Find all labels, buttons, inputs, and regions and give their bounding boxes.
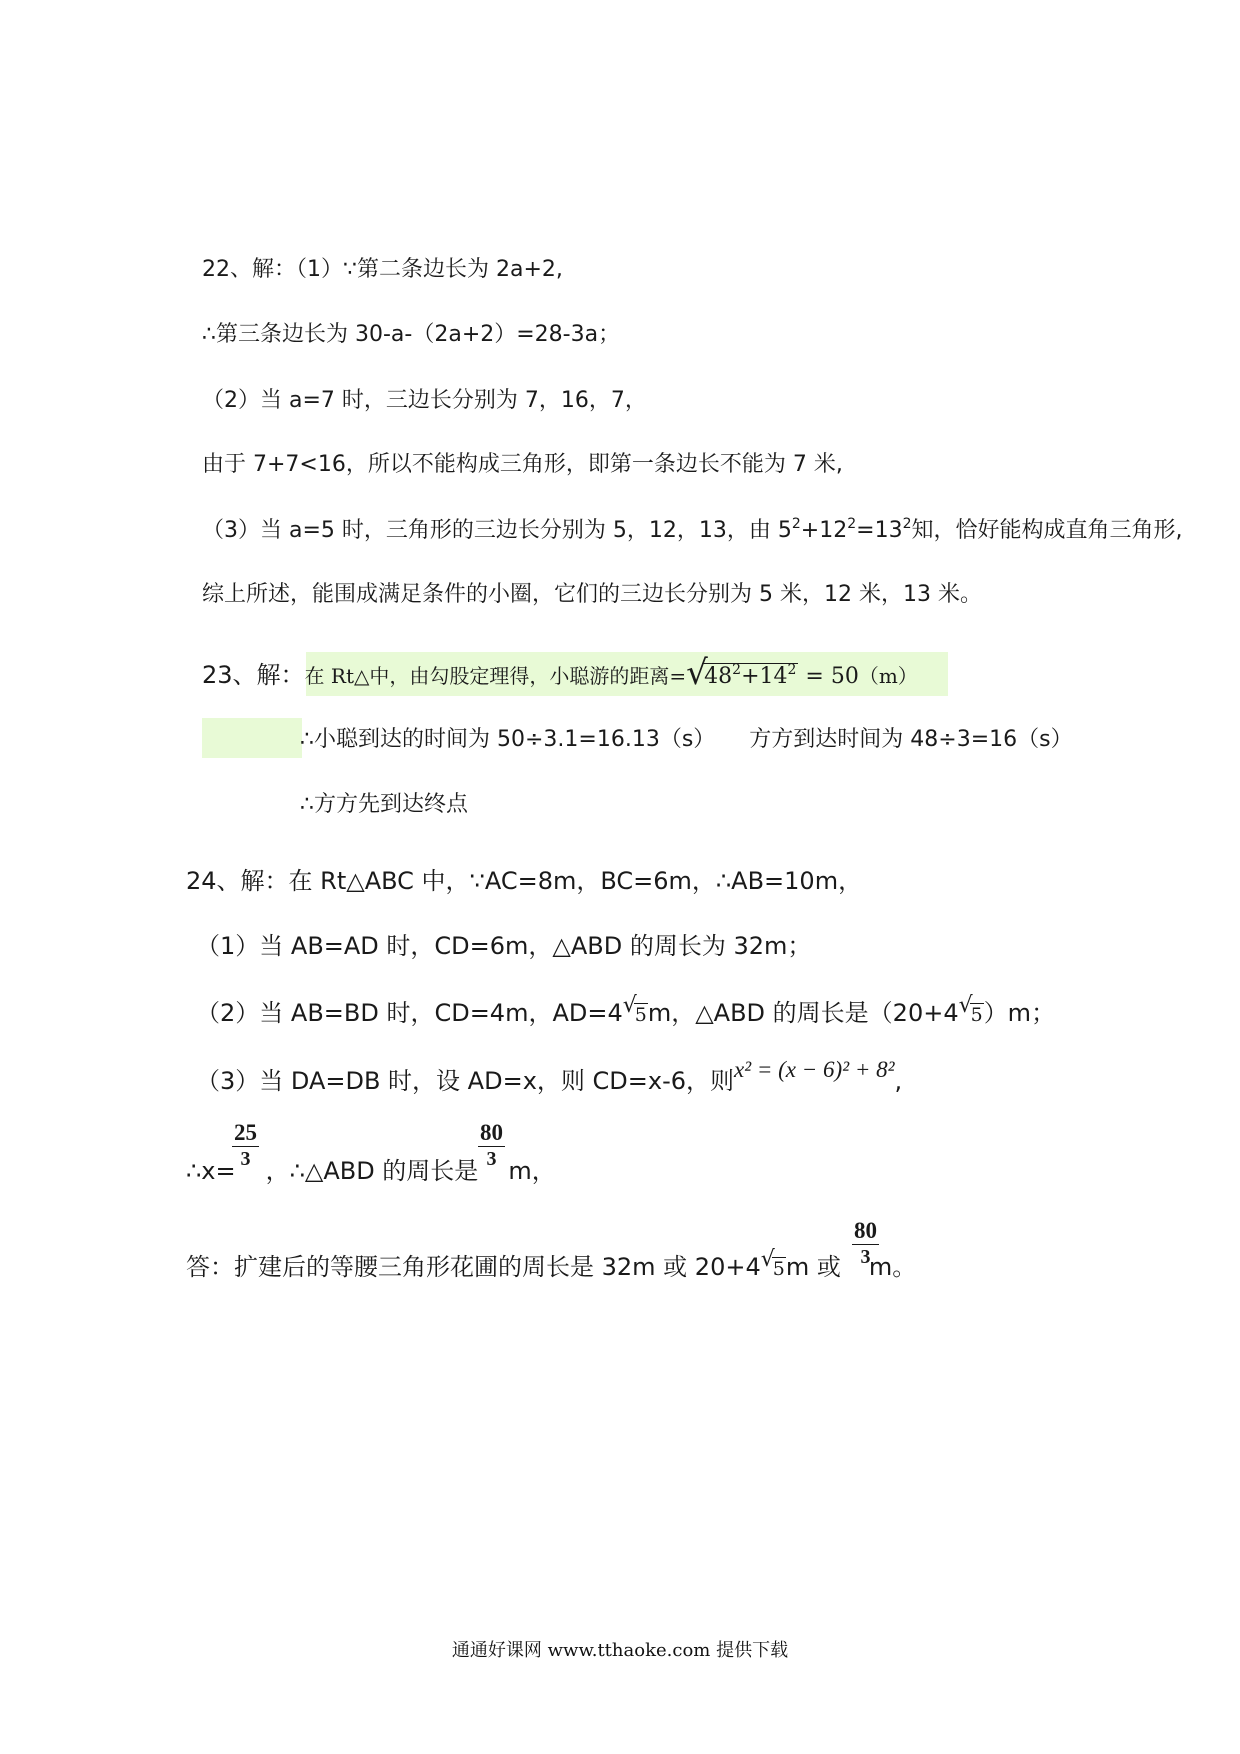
page-footer: 通通好课网 www.tthaoke.com 提供下载 xyxy=(451,1640,789,1661)
highlight-block xyxy=(202,718,302,758)
fraction-80-3-answer: $\frac{80}{3}$ xyxy=(854,1218,877,1268)
equation: x² = (x − 6)² + 8² xyxy=(734,1057,895,1082)
q22-line-1: 22、解：（1）∵第二条边长为 2a+2, xyxy=(202,257,563,282)
q22-line-2: ∴第三条边长为 30-a-（2a+2）=28-3a； xyxy=(202,322,621,347)
q23-line-1: 23、解：在 Rt△中，由勾股定理得，小聪游的距离= √ $48^2+14^2 = 50(m)$ xyxy=(202,653,918,693)
q24-line-3: （2）当 AB=BD 时，CD=4m，AD=4 √ 5m，△ABD 的周长是（20+4 √ 5）m； xyxy=(196,993,1056,1027)
sqrt-expression: √ $48^2+14^2$ xyxy=(686,653,797,693)
q23-line-3: ∴方方先到达终点 xyxy=(300,792,468,817)
q24-line-5: ∴x= ，∴△ABD 的周长是 m， xyxy=(186,1157,556,1185)
q24-line-1: 24、解：在 Rt△ABC 中，∵AC=8m，BC=6m，∴AB=10m， xyxy=(186,867,863,895)
q23-line-2: ∴小聪到达的时间为 50÷3.1=16.13（s） 方方到达时间为 48÷3=16（s） xyxy=(300,727,1073,752)
q24-line-2: （1）当 AB=AD 时，CD=6m，△ABD 的周长为 32m； xyxy=(196,932,812,960)
q22-line-3: （2）当 a=7 时，三边长分别为 7，16，7， xyxy=(202,388,647,413)
q22-line-4: 由于 7+7<16，所以不能构成三角形，即第一条边长不能为 7 米, xyxy=(202,452,843,477)
q22-line-6: 综上所述，能围成满足条件的小圈，它们的三边长分别为 5 米，12 米，13 米。 xyxy=(202,582,982,607)
q24-line-4: （3）当 DA=DB 时，设 AD=x，则 CD=x-6，则x² = (x − 6)² + 8², xyxy=(196,1057,903,1095)
q22-line-5: （3）当 a=5 时，三角形的三边长分别为 5，12，13，由 $5^2+12^2=13^2$知，恰好能构成直角三角形, xyxy=(202,516,1183,543)
fraction-80-3: $\frac{80}{3}$ xyxy=(480,1120,503,1170)
fraction-25-3: $\frac{25}{3}$ xyxy=(234,1120,257,1170)
answer-line: 答：扩建后的等腰三角形花圃的周长是 32m 或 20+4 √ 5m 或 m。 xyxy=(186,1247,917,1281)
